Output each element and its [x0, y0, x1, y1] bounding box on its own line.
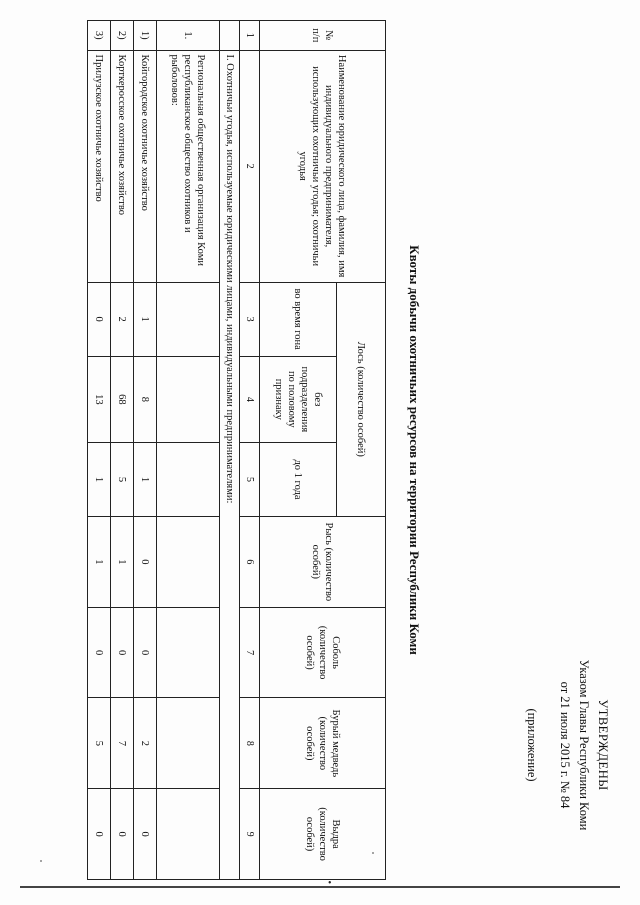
column-number: 9	[240, 789, 260, 880]
column-number: 3	[240, 282, 260, 356]
quota-table	[87, 20, 386, 880]
document-title: Квоты добычи охотничьих ресурсов на территории Республики Коми	[407, 245, 422, 655]
column-number: 7	[240, 607, 260, 698]
cell-elk-young: 1	[134, 443, 157, 517]
column-number: 1	[240, 21, 260, 51]
column-number: 8	[240, 698, 260, 789]
scan-mark: •	[328, 878, 332, 889]
row-num: 1)	[134, 21, 157, 51]
row-num: 2)	[111, 21, 134, 51]
header-elk-young: до 1 года	[260, 443, 337, 517]
cell-lynx: 1	[111, 516, 134, 607]
cell-elk-nosex: 8	[134, 356, 157, 443]
approval-line-date: от 21 июля 2015 г. № 84	[558, 681, 572, 809]
header-row	[337, 21, 386, 880]
column-number: 6	[240, 516, 260, 607]
header-elk-nosex: без подразделения по половому признаку	[260, 356, 337, 443]
header-num: № п/п	[260, 21, 386, 51]
cell-elk-rut: 2	[111, 282, 134, 356]
section-row	[220, 21, 240, 880]
column-number: 2	[240, 50, 260, 282]
organization-row	[157, 21, 220, 880]
cell-sable: 0	[111, 607, 134, 698]
cell-otter: 0	[111, 789, 134, 880]
cell-sable: 0	[134, 607, 157, 698]
cell-sable: 0	[88, 607, 111, 698]
table-row	[134, 21, 157, 880]
cell-elk-young: 5	[111, 443, 134, 517]
cell-lynx: 0	[134, 516, 157, 607]
cell-bear: 5	[88, 698, 111, 789]
org-num: 1.	[157, 21, 220, 51]
cell-bear: 7	[111, 698, 134, 789]
cell-elk-nosex: 68	[111, 356, 134, 443]
scan-edge-line	[20, 886, 620, 888]
row-name: Койгородское охотничье хозяйство	[134, 50, 157, 282]
scan-speck	[40, 860, 42, 862]
org-name: Региональная общественная организация Коми республиканское общество охотников и рыболовов:	[157, 50, 220, 282]
table-row	[111, 21, 134, 880]
header-elk-rut: во время гона	[260, 282, 337, 356]
approval-block	[522, 600, 612, 890]
header-otter: Выдра (количество особей)	[260, 789, 386, 880]
scan-speck	[372, 852, 374, 854]
cell-elk-rut: 1	[134, 282, 157, 356]
approval-title: УТВЕРЖДЕНЫ	[596, 699, 610, 791]
table-row	[88, 21, 111, 880]
row-name: Прилузское охотничье хозяйство	[88, 50, 111, 282]
section-title: I. Охотничьи угодья, используемые юридическими лицами, индивидуальными предпринимателями:	[220, 50, 240, 879]
cell-otter: 0	[88, 789, 111, 880]
row-name: Корткеросское охотничье хозяйство	[111, 50, 134, 282]
header-elk-group: Лось (количество особей)	[337, 282, 386, 516]
cell-elk-nosex: 13	[88, 356, 111, 443]
column-number-row	[240, 21, 260, 880]
cell-elk-young: 1	[88, 443, 111, 517]
row-num: 3)	[88, 21, 111, 51]
header-sable: Соболь (количество особей)	[260, 607, 386, 698]
column-number: 4	[240, 356, 260, 443]
cell-otter: 0	[134, 789, 157, 880]
column-number: 5	[240, 443, 260, 517]
header-bear: Бурый медведь (количество особей)	[260, 698, 386, 789]
cell-elk-rut: 0	[88, 282, 111, 356]
header-name: Наименование юридического лица, фамилия, имя индивидуального предпринимателя, использующих охотничьи угодья; охотничьи угодья	[260, 50, 386, 282]
cell-lynx: 1	[88, 516, 111, 607]
header-lynx: Рысь (количество особей)	[260, 516, 386, 607]
cell-bear: 2	[134, 698, 157, 789]
approval-line-decree: Указом Главы Республики Коми	[577, 659, 591, 831]
approval-appendix: (приложение)	[525, 708, 539, 782]
